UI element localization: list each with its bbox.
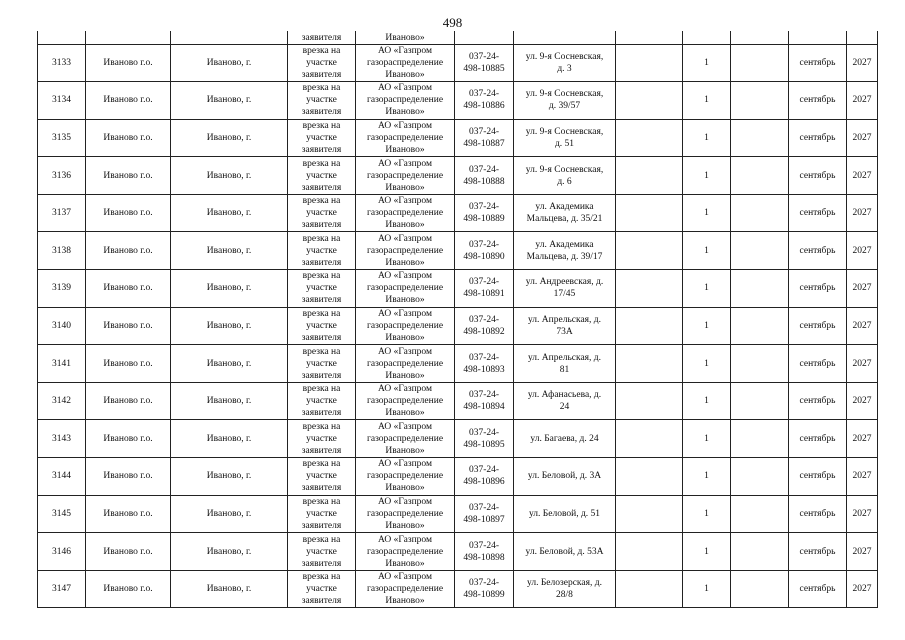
cell-address: ул. Апрельская, д. 81: [514, 345, 616, 383]
cell-code: 037-24- 498-10899: [455, 570, 514, 608]
cell-id: 3143: [38, 420, 86, 458]
cell-organization: АО «Газпром газораспределение Иваново»: [356, 570, 455, 608]
cell-id: 3136: [38, 157, 86, 195]
cell-district: [86, 31, 171, 44]
cell-quantity: [683, 31, 731, 44]
cell-id: 3141: [38, 345, 86, 383]
cell-month: сентябрь: [789, 570, 847, 608]
cell-id: 3147: [38, 570, 86, 608]
cell-quantity: 1: [683, 119, 731, 157]
table-row: [38, 194, 878, 232]
cell-extra: [616, 232, 683, 270]
cell-address: ул. 9-я Сосневская, д. 39/57: [514, 82, 616, 120]
table-row: [38, 119, 878, 157]
cell-quantity: 1: [683, 420, 731, 458]
table-row: [38, 458, 878, 496]
cell-organization: АО «Газпром газораспределение Иваново»: [356, 307, 455, 345]
cell-extra: [616, 44, 683, 82]
cell-quantity: 1: [683, 270, 731, 308]
registry-table: [37, 31, 878, 608]
cell-month: сентябрь: [789, 270, 847, 308]
cell-extra: [616, 382, 683, 420]
cell-code: [455, 31, 514, 44]
cell-extra: [616, 270, 683, 308]
cell-work-type: врезка на участке заявителя: [288, 458, 356, 496]
cell-code: 037-24- 498-10898: [455, 533, 514, 571]
cell-extra: [616, 420, 683, 458]
cell-blank: [731, 232, 789, 270]
cell-code: 037-24- 498-10887: [455, 119, 514, 157]
cell-district: Иваново г.о.: [86, 194, 171, 232]
cell-extra: [616, 119, 683, 157]
cell-year: 2027: [847, 495, 878, 533]
cell-code: 037-24- 498-10888: [455, 157, 514, 195]
cell-extra: [616, 194, 683, 232]
cell-locality: Иваново, г.: [171, 570, 288, 608]
cell-locality: Иваново, г.: [171, 495, 288, 533]
cell-id: 3140: [38, 307, 86, 345]
cell-blank: [731, 420, 789, 458]
cell-id: 3138: [38, 232, 86, 270]
cell-id: 3134: [38, 82, 86, 120]
cell-organization: Иваново»: [356, 31, 455, 44]
cell-year: 2027: [847, 458, 878, 496]
cell-quantity: 1: [683, 495, 731, 533]
table-row: [38, 570, 878, 608]
cell-month: сентябрь: [789, 82, 847, 120]
cell-work-type: врезка на участке заявителя: [288, 570, 356, 608]
cell-locality: Иваново, г.: [171, 44, 288, 82]
cell-district: Иваново г.о.: [86, 382, 171, 420]
cell-blank: [731, 31, 789, 44]
cell-extra: [616, 31, 683, 44]
cell-extra: [616, 495, 683, 533]
cell-id: 3142: [38, 382, 86, 420]
cell-code: 037-24- 498-10895: [455, 420, 514, 458]
cell-extra: [616, 157, 683, 195]
cell-year: 2027: [847, 194, 878, 232]
cell-blank: [731, 119, 789, 157]
cell-work-type: врезка на участке заявителя: [288, 495, 356, 533]
cell-quantity: 1: [683, 345, 731, 383]
cell-organization: АО «Газпром газораспределение Иваново»: [356, 495, 455, 533]
cell-locality: [171, 31, 288, 44]
cell-year: [847, 31, 878, 44]
cell-year: 2027: [847, 232, 878, 270]
cell-year: 2027: [847, 533, 878, 571]
cell-address: ул. Апрельская, д. 73А: [514, 307, 616, 345]
table-row: [38, 533, 878, 571]
cell-quantity: 1: [683, 194, 731, 232]
cell-locality: Иваново, г.: [171, 458, 288, 496]
cell-blank: [731, 570, 789, 608]
cell-id: 3146: [38, 533, 86, 571]
cell-address: ул. Афанасьева, д. 24: [514, 382, 616, 420]
cell-code: 037-24- 498-10891: [455, 270, 514, 308]
cell-address: ул. Багаева, д. 24: [514, 420, 616, 458]
cell-locality: Иваново, г.: [171, 533, 288, 571]
cell-organization: АО «Газпром газораспределение Иваново»: [356, 345, 455, 383]
cell-blank: [731, 458, 789, 496]
cell-blank: [731, 533, 789, 571]
cell-locality: Иваново, г.: [171, 119, 288, 157]
cell-quantity: 1: [683, 157, 731, 195]
cell-address: ул. 9-я Сосневская, д. 6: [514, 157, 616, 195]
table-row: [38, 157, 878, 195]
cell-locality: Иваново, г.: [171, 345, 288, 383]
cell-district: Иваново г.о.: [86, 157, 171, 195]
cell-id: 3135: [38, 119, 86, 157]
table-row: [38, 420, 878, 458]
cell-month: сентябрь: [789, 307, 847, 345]
cell-locality: Иваново, г.: [171, 270, 288, 308]
cell-blank: [731, 307, 789, 345]
cell-district: Иваново г.о.: [86, 495, 171, 533]
cell-month: сентябрь: [789, 44, 847, 82]
cell-district: Иваново г.о.: [86, 82, 171, 120]
cell-address: ул. Белозерская, д. 28/8: [514, 570, 616, 608]
cell-blank: [731, 345, 789, 383]
cell-blank: [731, 270, 789, 308]
cell-blank: [731, 194, 789, 232]
table-row: [38, 307, 878, 345]
cell-organization: АО «Газпром газораспределение Иваново»: [356, 157, 455, 195]
cell-extra: [616, 345, 683, 383]
cell-work-type: врезка на участке заявителя: [288, 119, 356, 157]
cell-locality: Иваново, г.: [171, 420, 288, 458]
cell-address: ул. Беловой, д. 53А: [514, 533, 616, 571]
cell-locality: Иваново, г.: [171, 194, 288, 232]
cell-organization: АО «Газпром газораспределение Иваново»: [356, 44, 455, 82]
cell-work-type: врезка на участке заявителя: [288, 420, 356, 458]
cell-district: Иваново г.о.: [86, 570, 171, 608]
cell-organization: АО «Газпром газораспределение Иваново»: [356, 119, 455, 157]
cell-code: 037-24- 498-10885: [455, 44, 514, 82]
cell-id: 3133: [38, 44, 86, 82]
cell-quantity: 1: [683, 232, 731, 270]
cell-work-type: врезка на участке заявителя: [288, 345, 356, 383]
cell-locality: Иваново, г.: [171, 157, 288, 195]
table-row: [38, 44, 878, 82]
cell-organization: АО «Газпром газораспределение Иваново»: [356, 82, 455, 120]
cell-work-type: врезка на участке заявителя: [288, 382, 356, 420]
cell-work-type: врезка на участке заявителя: [288, 194, 356, 232]
cell-year: 2027: [847, 119, 878, 157]
cell-year: 2027: [847, 44, 878, 82]
cell-district: Иваново г.о.: [86, 270, 171, 308]
cell-locality: Иваново, г.: [171, 82, 288, 120]
cell-month: сентябрь: [789, 194, 847, 232]
cell-month: сентябрь: [789, 533, 847, 571]
cell-extra: [616, 570, 683, 608]
table-row: [38, 232, 878, 270]
cell-work-type: врезка на участке заявителя: [288, 533, 356, 571]
cell-address: ул. Академика Мальцева, д. 35/21: [514, 194, 616, 232]
cell-code: 037-24- 498-10886: [455, 82, 514, 120]
cell-month: сентябрь: [789, 345, 847, 383]
cell-code: 037-24- 498-10889: [455, 194, 514, 232]
cell-code: 037-24- 498-10896: [455, 458, 514, 496]
cell-extra: [616, 307, 683, 345]
cell-district: Иваново г.о.: [86, 458, 171, 496]
page-number: 498: [442, 15, 463, 30]
cell-blank: [731, 495, 789, 533]
cell-quantity: 1: [683, 307, 731, 345]
cell-address: ул. Беловой, д. 3А: [514, 458, 616, 496]
cell-locality: Иваново, г.: [171, 307, 288, 345]
cell-month: сентябрь: [789, 232, 847, 270]
cell-code: 037-24- 498-10897: [455, 495, 514, 533]
table-row: [38, 495, 878, 533]
cell-work-type: врезка на участке заявителя: [288, 270, 356, 308]
cell-district: Иваново г.о.: [86, 307, 171, 345]
cell-organization: АО «Газпром газораспределение Иваново»: [356, 232, 455, 270]
cell-blank: [731, 382, 789, 420]
cell-address: ул. Беловой, д. 51: [514, 495, 616, 533]
cell-id: 3144: [38, 458, 86, 496]
cell-month: сентябрь: [789, 458, 847, 496]
cell-work-type: врезка на участке заявителя: [288, 82, 356, 120]
table-row: [38, 82, 878, 120]
cell-blank: [731, 44, 789, 82]
cell-district: Иваново г.о.: [86, 44, 171, 82]
cell-quantity: 1: [683, 458, 731, 496]
cell-year: 2027: [847, 420, 878, 458]
cell-address: ул. 9-я Сосневская, д. 3: [514, 44, 616, 82]
cell-year: 2027: [847, 270, 878, 308]
cell-month: сентябрь: [789, 420, 847, 458]
cell-address: ул. 9-я Сосневская, д. 51: [514, 119, 616, 157]
cell-id: 3137: [38, 194, 86, 232]
cell-organization: АО «Газпром газораспределение Иваново»: [356, 194, 455, 232]
cell-month: сентябрь: [789, 495, 847, 533]
cell-code: 037-24- 498-10893: [455, 345, 514, 383]
cell-extra: [616, 82, 683, 120]
cell-work-type: врезка на участке заявителя: [288, 44, 356, 82]
cell-organization: АО «Газпром газораспределение Иваново»: [356, 382, 455, 420]
cell-month: [789, 31, 847, 44]
cell-address: ул. Андреевская, д. 17/45: [514, 270, 616, 308]
cell-district: Иваново г.о.: [86, 533, 171, 571]
partial-table-row: [38, 31, 878, 44]
cell-code: 037-24- 498-10892: [455, 307, 514, 345]
cell-work-type: врезка на участке заявителя: [288, 307, 356, 345]
cell-id: [38, 31, 86, 44]
cell-quantity: 1: [683, 82, 731, 120]
cell-code: 037-24- 498-10894: [455, 382, 514, 420]
cell-organization: АО «Газпром газораспределение Иваново»: [356, 420, 455, 458]
cell-year: 2027: [847, 345, 878, 383]
cell-organization: АО «Газпром газораспределение Иваново»: [356, 458, 455, 496]
cell-month: сентябрь: [789, 382, 847, 420]
cell-quantity: 1: [683, 570, 731, 608]
cell-locality: Иваново, г.: [171, 232, 288, 270]
cell-district: Иваново г.о.: [86, 232, 171, 270]
cell-year: 2027: [847, 570, 878, 608]
cell-address: [514, 31, 616, 44]
cell-address: ул. Академика Мальцева, д. 39/17: [514, 232, 616, 270]
cell-quantity: 1: [683, 382, 731, 420]
cell-year: 2027: [847, 82, 878, 120]
cell-work-type: врезка на участке заявителя: [288, 232, 356, 270]
cell-blank: [731, 157, 789, 195]
table-body: [38, 31, 878, 608]
cell-district: Иваново г.о.: [86, 345, 171, 383]
cell-year: 2027: [847, 307, 878, 345]
cell-locality: Иваново, г.: [171, 382, 288, 420]
cell-district: Иваново г.о.: [86, 420, 171, 458]
cell-month: сентябрь: [789, 157, 847, 195]
cell-year: 2027: [847, 382, 878, 420]
cell-quantity: 1: [683, 533, 731, 571]
cell-extra: [616, 458, 683, 496]
cell-work-type: заявителя: [288, 31, 356, 44]
table-row: [38, 270, 878, 308]
table-row: [38, 345, 878, 383]
cell-year: 2027: [847, 157, 878, 195]
cell-work-type: врезка на участке заявителя: [288, 157, 356, 195]
cell-blank: [731, 82, 789, 120]
cell-organization: АО «Газпром газораспределение Иваново»: [356, 533, 455, 571]
cell-id: 3139: [38, 270, 86, 308]
table-row: [38, 382, 878, 420]
cell-quantity: 1: [683, 44, 731, 82]
cell-code: 037-24- 498-10890: [455, 232, 514, 270]
cell-extra: [616, 533, 683, 571]
cell-district: Иваново г.о.: [86, 119, 171, 157]
cell-id: 3145: [38, 495, 86, 533]
cell-organization: АО «Газпром газораспределение Иваново»: [356, 270, 455, 308]
cell-month: сентябрь: [789, 119, 847, 157]
